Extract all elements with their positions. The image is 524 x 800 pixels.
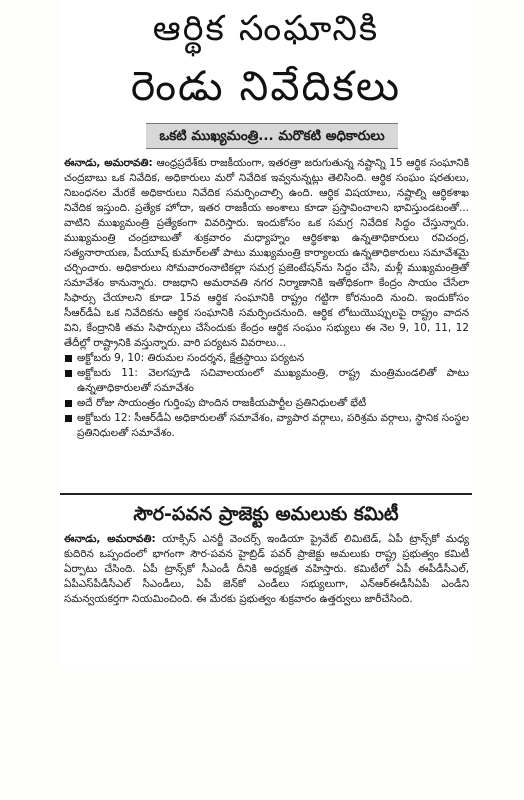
- schedule-item: [64, 411, 469, 441]
- newspaper-clipping: [60, 0, 472, 665]
- schedule-item: [64, 366, 469, 396]
- schedule-list: [64, 351, 469, 441]
- schedule-item: [64, 351, 469, 366]
- square-bullet-icon: [65, 370, 72, 377]
- dateline: ఈనాడు, అమరావతి:: [64, 157, 153, 169]
- paragraph: [64, 532, 469, 607]
- paragraph-text: యాక్సిస్ ఎనర్జీ వెంచర్స్ ఇండియా ప్రైవేట్ లిమిటెడ్, ఏపీ ట్రాన్స్‌కో మధ్య కుదిరిన ఒప్పందంలో భాగంగా సౌర-పవన హైబ్రిడ్ పవర్ ప్రాజెక్టు అమలుకు రాష్ట్ర ప్రభుత్వం కమిటీ ఏర్పాటు చేసింది. ఏపీ ట్రాన్స్‌కో సీఎండీ దీనికి అధ్యక్షత వహిస్తారు. కమిటీలో ఏపీ ఈపీడీసీఎల్, ఏపీఎస్‌పీడీసీఎల్ సీఎండీలు, ఏపీ జెన్‌కో ఎండీలు సభ్యులుగా, ఎన్‌ఆర్‌ఈడీసీఏపీ ఎండీని సమన్వయకర్తగా నియమించింది. ఈ మేరకు ప్రభుత్వం శుక్రవారం ఉత్తర్వులు జారీచేసింది.: [64, 533, 469, 605]
- square-bullet-icon: [65, 400, 72, 407]
- schedule-text: అక్టోబరు 11: వెలగపూడి సచివాలయంలో ముఖ్యమంత్రి, రాష్ట్ర మంత్రిమండలితో పాటు ఉన్నతాధికారులతో సమావేశం: [77, 367, 469, 394]
- schedule-text: అక్టోబరు 9, 10: తిరుమల సందర్శన, క్షేత్రస్థాయి పర్యటన: [77, 352, 305, 364]
- article2-headline: సౌర-పవన ప్రాజెక్టు అమలుకు కమిటీ: [133, 503, 399, 525]
- schedule-text: అదే రోజు సాయంత్రం గుర్తింపు పొందిన రాజకీయపార్టీల ప్రతినిధులతో భేటీ: [77, 397, 367, 409]
- schedule-item: [64, 396, 469, 411]
- schedule-text: అక్టోబరు 12: సీఆర్‌డీఏ అధికారులతో సమావేశం, వ్యాపార వర్గాలు, పరిశ్రమ వర్గాలు, స్థానిక సంస్థల ప్రతినిధులతో సమావేశం.: [77, 412, 469, 439]
- paragraph: [64, 156, 469, 351]
- section-divider: [60, 493, 472, 495]
- paragraph-text: ఆంధ్రప్రదేశ్‌కు రాజకీయంగా, ఇతరత్రా జరుగుతున్న నష్టాన్ని 15 ఆర్థిక సంఘానికి చంద్రబాబు ఒక నివేదిక, అధికారులు మరో నివేదిక ఇవ్వనున్నట్లు తెలిసింది. ఆర్థిక సంఘం షరతులు, నిబంధనల మేరకే అధికారులు నివేదిక సమర్పించాల్సి ఉంది. ఆర్థిక విషయాలు, నష్టాల్ని ఆర్థికశాఖ నివేదిక ఇస్తుంది. ప్రత్యేక హోదా, ఇతర రాజకీయ అంశాలు కూడా ప్రస్తావించాలని భావిస్తుండటంతో... వాటిని ముఖ్యమంత్రి ప్రత్యేకంగా వివరిస్తారు. ఇందుకోసం ఒక సమగ్ర నివేదిక సిద్ధం చేస్తున్నారు. ముఖ్యమంత్రి చంద్రబాబుతో శుక్రవారం మధ్యాహ్నం ఆర్థికశాఖ ఉన్నతాధికారులు రవిచంద్ర, సత్యనారాయణ, పీయూష్ కుమార్‌లతో పాటు ముఖ్యమంత్రి కార్యాలయ ఉన్నతాధికారులు సమావేశమై చర్చించారు. అధికారులు సోమవారంనాటికల్లా సమగ్ర ప్రజెంటేషన్‌ను సిద్ధం చేసి, మళ్లీ ముఖ్యమంత్రితో సమావేశం కానున్నారు. రాజధాని అమరావతి నగర నిర్మాణానికి ఇతోధికంగా కేంద్రం సాయం చేసేలా సిఫార్సు చేయాలని కూడా 15వ ఆర్థిక సంఘానికి రాష్ట్రం గట్టిగా కోరనుంది నుంచి. ఇందుకోసం సీఆర్‌డీఏ ఒక నివేదికను ఆర్థిక సంఘానికి సమర్పించనుంది. ఆర్థిక లోటుయొప్పులపై రాష్ట్రం వాదన విని, కేంద్రానికి తమ సిఫార్సులు చేసేందుకు కేంద్రం ఆర్థిక సంఘం సభ్యులు ఈ నెల 9, 10, 11, 12 తేదీల్లో రాష్ట్రానికి వస్తున్నారు. వారి పర్యటన వివరాలు...: [64, 157, 469, 349]
- headline-line-2: రెండు నివేదికలు: [130, 62, 402, 110]
- dateline: ఈనాడు, అమరావతి:: [64, 533, 156, 545]
- subheadline: ఒకటి ముఖ్యమంత్రి... మరొకటి అధికారులు: [146, 123, 398, 149]
- article2-body: [64, 532, 469, 607]
- article-body: [64, 156, 469, 441]
- headline-line-1: ఆర్థిక సంఘానికి: [152, 9, 380, 49]
- square-bullet-icon: [65, 415, 72, 422]
- square-bullet-icon: [65, 355, 72, 362]
